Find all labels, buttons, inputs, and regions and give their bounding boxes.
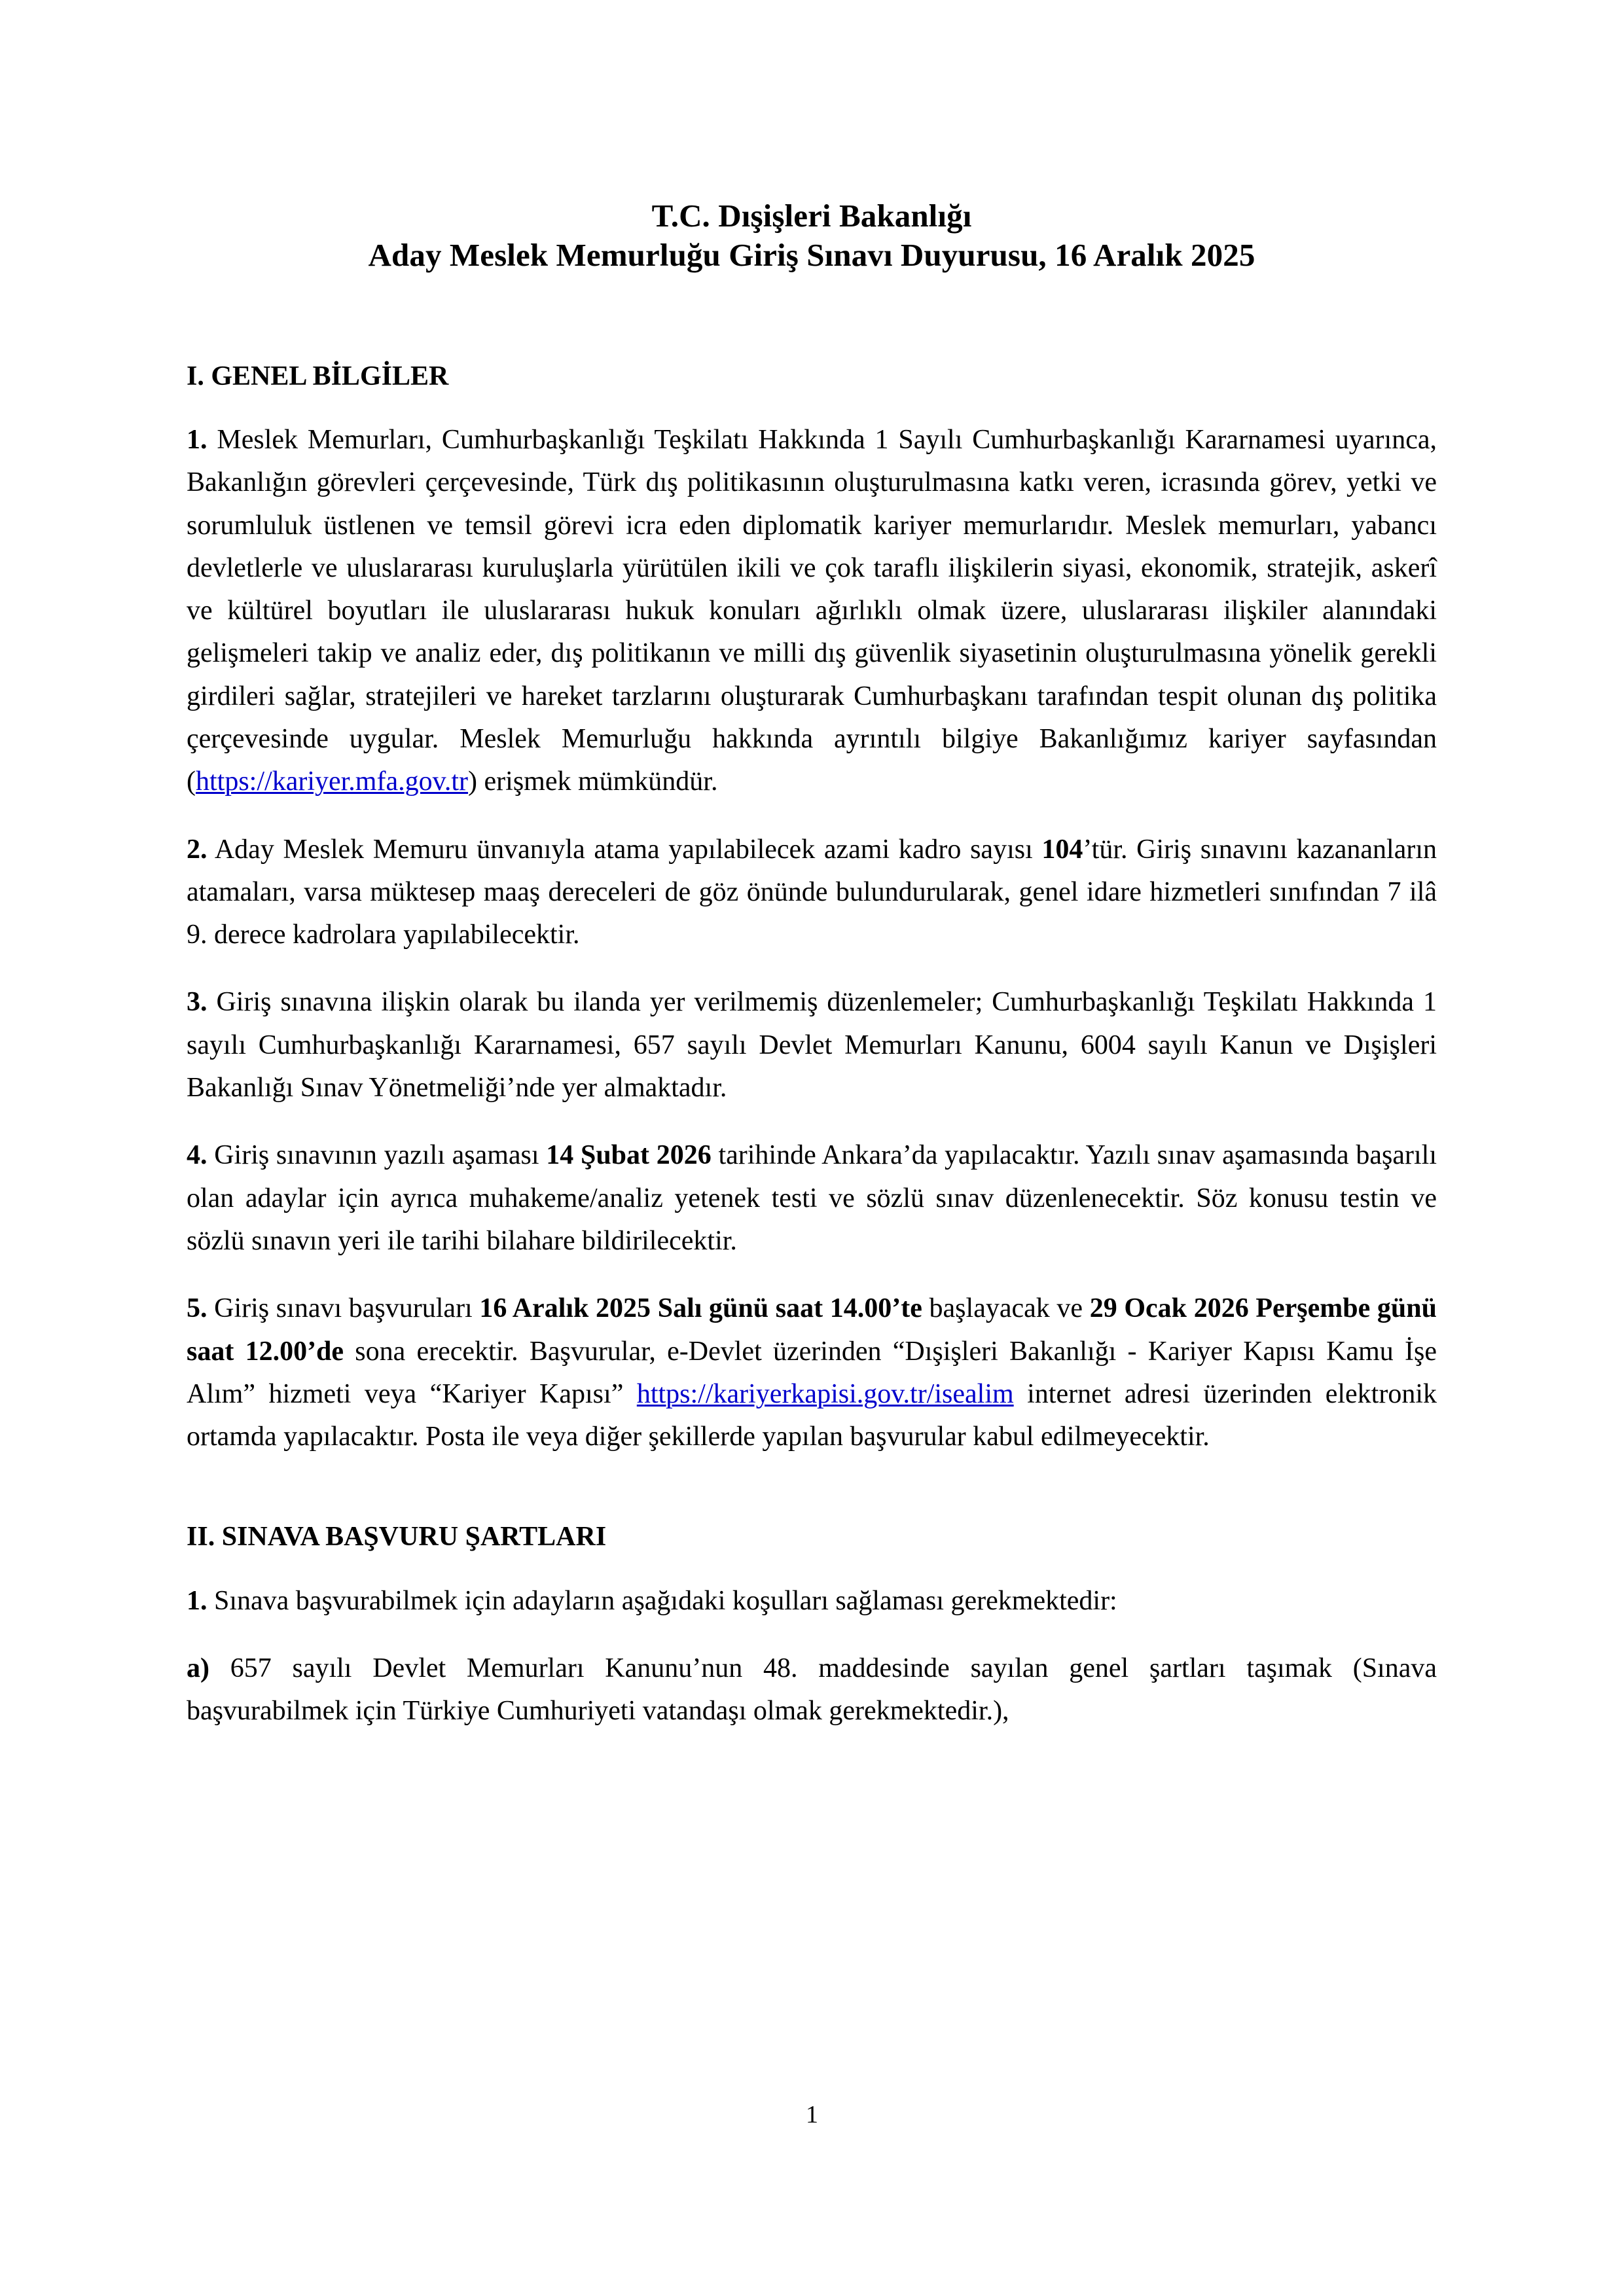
application-end-datetime: 29 Ocak 2026 Perşembe günü saat 12.00’de — [187, 1293, 1437, 1367]
paragraph-2-1 — [187, 1580, 1437, 1623]
paragraph-text-mid-2: sona erecektir. Başvurular, e-Devlet üzerinden “Dışişleri Bakanlığı - Kariyer Kapısı Kamu İşe Alım” hizmeti veya “Kariyer Kapısı” — [187, 1336, 1437, 1409]
kariyer-mfa-link[interactable]: https://kariyer.mfa.gov.tr — [196, 766, 469, 797]
section-heading-general-information: I. GENEL BİLGİLER — [187, 361, 449, 391]
paragraph-1-1 — [187, 419, 1437, 804]
document-body — [187, 0, 1437, 1733]
paragraph-1-3 — [187, 981, 1437, 1109]
paragraph-text: Aday Meslek Memuru ünvanıyla atama yapılabilecek azami kadro sayısı — [207, 834, 1042, 865]
list-marker-a: a) — [187, 1653, 209, 1684]
section-heading-application-requirements: II. SINAVA BAŞVURU ŞARTLARI — [187, 1522, 607, 1552]
paragraph-marker: 4. — [187, 1140, 208, 1171]
paragraph-marker: 5. — [187, 1293, 208, 1324]
paragraph-text: 657 sayılı Devlet Memurları Kanunu’nun 48. maddesinde sayılan genel şartları taşımak (Sınava başvurabilmek için Türkiye Cumhuriyeti vatandaşı olmak gerekmektedir.), — [187, 1653, 1437, 1727]
paragraph-marker: 1. — [187, 424, 208, 455]
paragraph-text-mid: başlayacak ve — [922, 1293, 1090, 1324]
quota-count: 104 — [1041, 834, 1083, 865]
paragraph-text: Sınava başvurabilmek için adayların aşağıdaki koşulları sağlaması gerekmektedir: — [207, 1585, 1117, 1616]
paragraph-text: Giriş sınavı başvuruları — [207, 1293, 480, 1324]
paragraph-1-2 — [187, 829, 1437, 957]
page-title — [187, 0, 1437, 275]
paragraph-text-tail: tarihinde Ankara’da yapılacaktır. Yazılı sınav aşamasında başarılı olan adaylar için ayrıca muhakeme/analiz yetenek testi ve sözlü sınav düzenlenecektir. Söz konusu testin ve sözlü sınavın yeri ile tarihi bilahare bildirilecektir. — [187, 1140, 1437, 1256]
paragraph-marker: 1. — [187, 1585, 208, 1616]
paragraph-text: Giriş sınavının yazılı aşaması — [207, 1140, 547, 1171]
paragraph-1-4 — [187, 1134, 1437, 1263]
kariyerkapisi-link[interactable]: https://kariyerkapisi.gov.tr/isealim — [636, 1378, 1014, 1409]
paragraph-text-tail: ’tür. Giriş sınavını kazananların atamaları, varsa müktesep maaş dereceleri de göz önünde bulundurularak, genel idare hizmetleri sınıfından 7 ilâ 9. derece kadrolara yapılabilecektir. — [187, 834, 1437, 950]
paragraph-1-5 — [187, 1287, 1437, 1458]
page-title-line-1: T.C. Dışişleri Bakanlığı — [651, 198, 972, 234]
paragraph-marker: 3. — [187, 987, 208, 1018]
paragraph-text-tail: internet adresi üzerinden elektronik ortamda yapılacaktır. Posta ile veya diğer şekillerde yapılan başvurular kabul edilmeyecektir. — [187, 1378, 1437, 1452]
application-start-datetime: 16 Aralık 2025 Salı günü saat 14.00’te — [479, 1293, 922, 1324]
paragraph-text: Meslek Memurları, Cumhurbaşkanlığı Teşkilatı Hakkında 1 Sayılı Cumhurbaşkanlığı Kararnamesi uyarınca, Bakanlığın görevleri çerçevesinde, Türk dış politikasının oluşturulmasına katkı veren, icrasında görev, yetki ve sorumluluk üstlenen ve temsil görevi icra eden diplomatik kariyer memurlarıdır. Meslek memurları, yabancı devletlerle ve uluslararası kuruluşlarla yürütülen ikili ve çok taraflı ilişkilerin siyasi, ekonomik, stratejik, askerî ve kültürel boyutları ile uluslararası hukuk konuları ağırlıklı olmak üzere, uluslararası ilişkiler alanındaki gelişmeleri takip ve analiz eder, dış politikanın ve milli dış güvenlik siyasetinin oluşturulmasına yönelik gerekli girdileri sağlar, stratejileri ve hareket tarzlarını oluşturarak Cumhurbaşkanı tarafından tespit olunan dış politika çerçevesinde uygular. Meslek Memurluğu hakkında ayrıntılı bilgiye Bakanlığımız kariyer sayfasından ( — [187, 424, 1437, 797]
page-title-line-2: Aday Meslek Memurluğu Giriş Sınavı Duyurusu, 16 Aralık 2025 — [368, 236, 1255, 273]
paragraph-marker: 2. — [187, 834, 208, 865]
written-exam-date: 14 Şubat 2026 — [546, 1140, 712, 1171]
page-number: 1 — [806, 2101, 818, 2128]
paragraph-text-tail: ) erişmek mümkündür. — [468, 766, 718, 797]
paragraph-text: Giriş sınavına ilişkin olarak bu ilanda yer verilmemiş düzenlemeler; Cumhurbaşkanlığı Teşkilatı Hakkında 1 sayılı Cumhurbaşkanlığı Kararnamesi, 657 sayılı Devlet Memurları Kanunu, 6004 sayılı Kanun ve Dışişleri Bakanlığı Sınav Yönetmeliği’nde yer almaktadır. — [187, 987, 1437, 1103]
paragraph-2-a — [187, 1647, 1437, 1733]
